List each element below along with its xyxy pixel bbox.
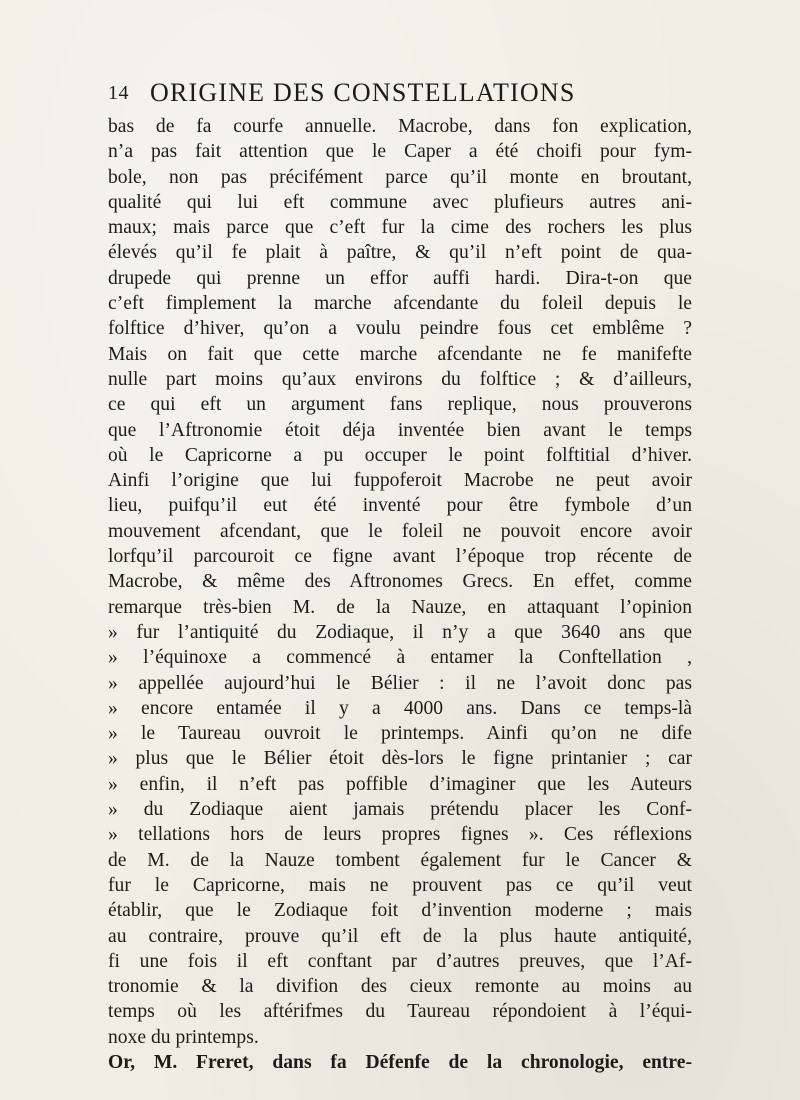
text-line: noxe du printemps. bbox=[108, 1026, 259, 1048]
text-line: nulle part moins qu’aux environs du folftice ; & d’ailleurs, bbox=[108, 368, 692, 390]
text-line: tronomie & la divifion des cieux remonte au moins au bbox=[108, 976, 692, 998]
page-number: 14 bbox=[108, 82, 129, 104]
text-line: remarque très-bien M. de la Nauze, en attaquant l’opinion bbox=[108, 596, 692, 618]
text-line: maux; mais parce que c’eft fur la cime des rochers les plus bbox=[108, 217, 692, 239]
text-line: Ainfi l’origine que lui fuppoferoit Macrobe ne peut avoir bbox=[108, 470, 692, 492]
text-line: n’a pas fait attention que le Caper a été choifi pour fym- bbox=[108, 141, 692, 163]
text-line: Mais on fait que cette marche afcendante ne fe manifefte bbox=[108, 343, 692, 365]
text-line: fur le Capricorne, mais ne prouvent pas ce qu’il veut bbox=[108, 874, 692, 896]
text-line: mouvement afcendant, que le foleil ne pouvoit encore avoir bbox=[108, 520, 692, 542]
text-line: que l’Aftronomie étoit déja inventée bien avant le temps bbox=[108, 419, 692, 441]
text-line: où le Capricorne a pu occuper le point folftitial d’hiver. bbox=[108, 444, 692, 466]
text-line: bole, non pas précifément parce qu’il monte en broutant, bbox=[108, 166, 692, 188]
quoted-line: » le Taureau ouvroit le printemps. Ainfi qu’on ne dife bbox=[108, 723, 692, 745]
text-line: ce qui eft un argument fans replique, nous prouverons bbox=[108, 394, 692, 416]
text-line: élevés qu’il fe plait à paître, & qu’il n’eft point de qua- bbox=[108, 242, 692, 264]
quoted-line: » enfin, il n’eft pas poffible d’imaginer que les Auteurs bbox=[108, 773, 692, 795]
text-line: c’eft fimplement la marche afcendante du foleil depuis le bbox=[108, 293, 692, 315]
text-line: de M. de la Nauze tombent également fur le Cancer & bbox=[108, 849, 692, 871]
text-line: qualité qui lui eft commune avec plufieurs autres ani- bbox=[108, 191, 692, 213]
quoted-line: » appellée aujourd’hui le Bélier : il ne l’avoit donc pas bbox=[108, 672, 692, 694]
text-line: temps où les aftérifmes du Taureau répondoient à l’équi- bbox=[108, 1001, 692, 1023]
running-title: ORIGINE DES CONSTELLATIONS bbox=[150, 78, 576, 107]
text-line: drupede qui prenne un effor auffi hardi. Dira-t-on que bbox=[108, 267, 692, 289]
text-line: lieu, puifqu’il eut été inventé pour être fymbole d’un bbox=[108, 495, 692, 517]
quoted-line: » tellations hors de leurs propres fignes ». Ces réflexions bbox=[108, 824, 692, 846]
page-header bbox=[108, 78, 688, 108]
text-line: au contraire, prouve qu’il eft de la plus haute antiquité, bbox=[108, 925, 692, 947]
quoted-line: » l’équinoxe a commencé à entamer la Conftellation , bbox=[108, 647, 692, 669]
text-line: lorfqu’il parcouroit ce figne avant l’époque trop récente de bbox=[108, 546, 692, 568]
quoted-line: » plus que le Bélier étoit dès-lors le figne printanier ; car bbox=[108, 748, 692, 770]
text-line: bas de fa courfe annuelle. Macrobe, dans fon explication, bbox=[108, 116, 692, 137]
quoted-line: » du Zodiaque aient jamais prétendu placer les Conf- bbox=[108, 799, 692, 821]
text-line: folftice d’hiver, qu’on a voulu peindre fous cet emblême ? bbox=[108, 318, 692, 340]
text-line: établir, que le Zodiaque foit d’invention moderne ; mais bbox=[108, 900, 692, 922]
text-line: Macrobe, & même des Aftronomes Grecs. En effet, comme bbox=[108, 571, 692, 593]
quoted-line: » fur l’antiquité du Zodiaque, il n’y a que 3640 ans que bbox=[108, 621, 692, 643]
quoted-line: » encore entamée il y a 4000 ans. Dans ce temps-là bbox=[108, 697, 692, 719]
text-line: fi une fois il eft conftant par d’autres preuves, que l’Af- bbox=[108, 950, 692, 972]
body-text bbox=[108, 114, 692, 1075]
text-line: Or, M. Freret, dans fa Défenfe de la chronologie, entre- bbox=[108, 1051, 692, 1073]
